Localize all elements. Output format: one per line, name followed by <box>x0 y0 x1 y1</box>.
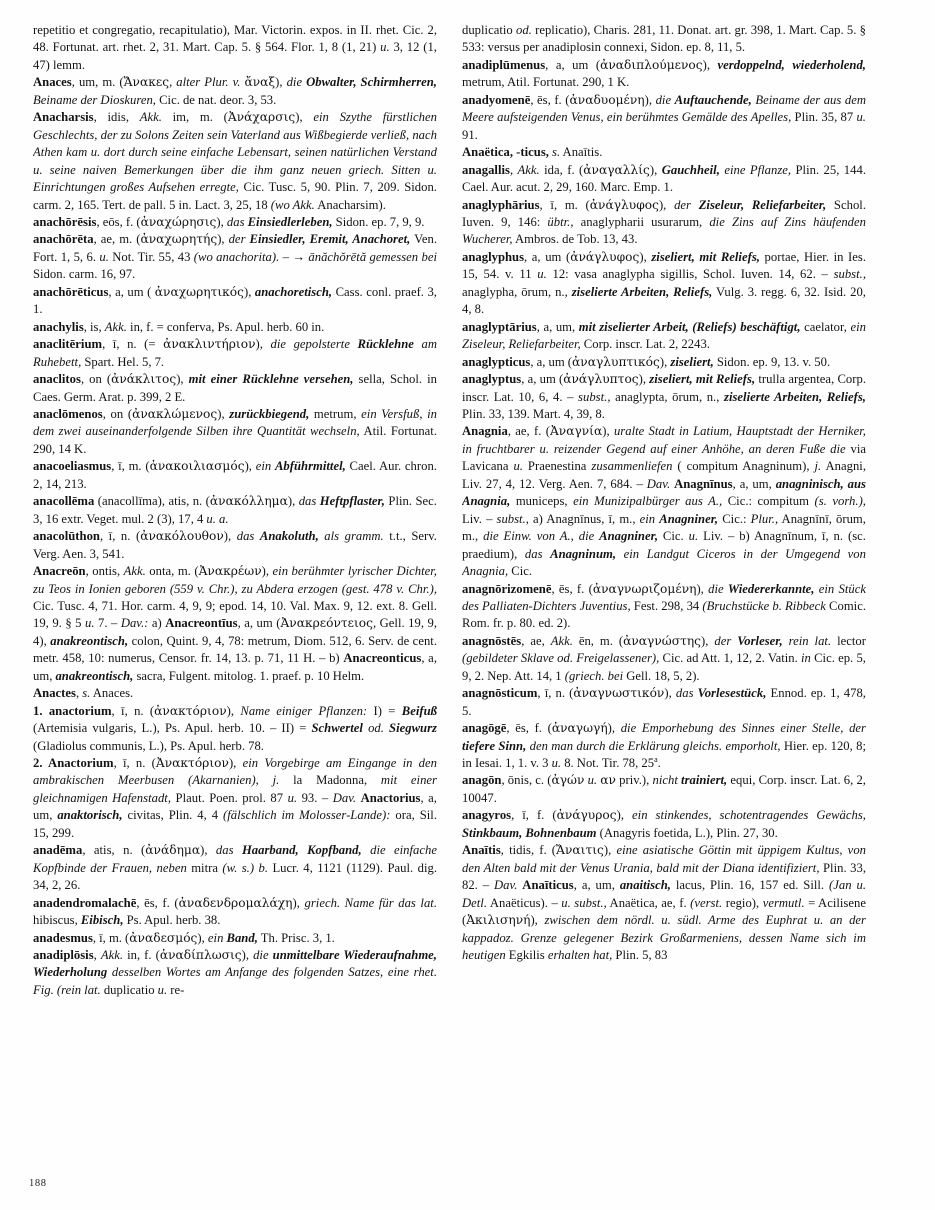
dictionary-entry: Anactes, s. Anaces. <box>33 686 134 701</box>
dictionary-entry: anagallis, Akk. ida, f. (ἀναγαλλίς), Gauchheil, eine Pflanze, Plin. 25, 144. Cael. Aur. acut. 2, 29, 160. Marc. Emp. 1. <box>462 162 866 195</box>
dictionary-entry: Anacreōn, ontis, Akk. onta, m. (Ἀνακρέων), ein berühmter lyrischer Dichter, zu Teos in Ionien geboren (559 v. Chr.), zu Abdera erzogen (gest. 478 v. Chr.), Cic. Tusc. 4, 71. Hor. carm. 4, 9, 9; epod. 14, 10. Val. Max. 9, 12. ext. 8. Gell. 19, 9. § 5 u. 7. – Dav.: a) Anacreontīus, a, um (Ἀνακρεόντειος, Gell. 19, 9, 4), anakreontisch, colon, Quint. 9, 4, 78: metrum, Diom. 512, 6. Serv. de cent. metr. 458, 10: numerus, Censor. fr. 14, 13. p. 71, 11 H. – b) Anacreonticus, a, um, anakreontisch, sacra, Fulgent. mitolog. 1. praef. p. 10 Helm. <box>33 564 437 683</box>
dictionary-entry: anachōrēticus, a, um ( ἀναχωρητικός), anachoretisch, Cass. conl. praef. 3, 1. <box>33 284 437 317</box>
dictionary-entry: anagyros, ī, f. (ἀνάγυρος), ein stinkendes, schotentragendes Gewächs, Stinkbaum, Bohnenbaum (Anagyris foetida, L.), Plin. 27, 30. <box>462 808 866 840</box>
dictionary-entry: anadesmus, ī, m. (ἀναδεσμός), ein Band, Th. Prisc. 3, 1. <box>33 930 335 945</box>
dictionary-entry: anagōn, ōnis, c. (ἀγών u. αν priv.), nicht trainiert, equi, Corp. inscr. Lat. 6, 2, 10047. <box>462 773 866 805</box>
dictionary-entry: anachōrēsis, eōs, f. (ἀναχώρησις), das Einsiedlerleben, Sidon. ep. 7, 9, 9. <box>33 214 425 229</box>
dictionary-entry: anaclitos, on (ἀνάκλιτος), mit einer Rücklehne versehen, sella, Schol. in Caes. Germ. Arat. p. 399, 2 E. <box>33 372 437 404</box>
dictionary-entry: anacoeliasmus, ī, m. (ἀνακοιλιασμός), ein Abführmittel, Cael. Aur. chron. 2, 14, 213. <box>33 459 437 491</box>
dictionary-entry: anacolūthon, ī, n. (ἀνακόλουθον), das Anakoluth, als gramm. t.t., Serv. Verg. Aen. 3, 541. <box>33 529 437 561</box>
dictionary-entry: anacollēma (anacollīma), atis, n. (ἀνακόλλημα), das Heftpflaster, Plin. Sec. 3, 16 extr. Veget. mul. 2 (3), 17, 4 u. a. <box>33 494 437 526</box>
dictionary-entry: Anaëtica, -ticus, s. Anaītis. <box>462 145 603 160</box>
dictionary-entry: Anaītis, tidis, f. (Ἄναιτις), eine asiatische Göttin mit üppigem Kultus, von den Alten bald mit der Venus Urania, bald mit der Diana identifiziert, Plin. 33, 82. – Dav. Anaīticus, a, um, anaitisch, lacus, Plin. 16, 157 ed. Sill. (Jan u. Detl. Anaëticus). – u. subst., Anaëtica, ae, f. (verst. regio), vermutl. = Acilisene (Ἀκιλισηνή), zwischen dem nördl. u. südl. Arme des Euphrat u. an der kappadoz. Grenze gelegener Bezirk Großarmeniens, dessen Name sich im heutigen Egkilis erhalten hat, Plin. 5, 83 <box>462 843 866 963</box>
page-columns <box>33 22 902 1147</box>
dictionary-entry: anadēma, atis, n. (ἀνάδημα), das Haarband, Kopfband, die einfache Kopfbinde der Frauen, neben mitra (w. s.) b. Lucr. 4, 1121 (1129). Paul. dig. 34, 2, 26. <box>33 843 437 893</box>
dictionary-entry: anadiplūmenus, a, um (ἀναδιπλούμενος), verdoppelnd, wiederholend, metrum, Atil. Fortunat. 290, 1 K. <box>462 57 866 90</box>
dictionary-entry: anagnōstēs, ae, Akk. ēn, m. (ἀναγνώστης), der Vorleser, rein lat. lector (gebildeter Sklave od. Freigelassener), Cic. ad Att. 1, 12, 2. Vatin. in Cic. ep. 5, 9, 2. Nep. Att. 14, 1 (griech. bei Gell. 18, 5, 2). <box>462 633 866 683</box>
left-text-column <box>33 22 437 1147</box>
dictionary-entry: anagnōsticum, ī, n. (ἀναγνωστικόν), das Vorlesestück, Ennod. ep. 1, 478, 5. <box>462 686 866 718</box>
entry-continuation: duplicatio od. replicatio), Charis. 281, 11. Donat. art. gr. 398, 1. Mart. Cap. 5. § 533: versus per anadiplosin connexi, Sidon. ep. 8, 11, 5. <box>462 23 866 55</box>
dictionary-entry: Anaces, um, m. (Ἄνακες, alter Plur. v. ἄναξ), die Obwalter, Schirmherren, Beiname der Dioskuren, Cic. de nat. deor. 3, 53. <box>33 75 437 107</box>
dictionary-entry: anachylis, is, Akk. in, f. = conferva, Ps. Apul. herb. 60 in. <box>33 319 325 334</box>
dictionary-entry: anaglyptus, a, um (ἀνάγλυπτος), ziseliert, mit Reliefs, trulla argentea, Corp. inscr. Lat. 10, 6, 4. – subst., anaglypta, ōrum, n., ziselierte Arbeiten, Reliefs, Plin. 33, 139. Mart. 4, 39, 8. <box>462 372 866 421</box>
dictionary-entry: anaglypticus, a, um (ἀναγλυπτικός), ziseliert, Sidon. ep. 9, 13. v. 50. <box>462 354 831 369</box>
dictionary-entry: anachōrēta, ae, m. (ἀναχωρητής), der Einsiedler, Eremit, Anachoret, Ven. Fort. 1, 5, 6. u. Not. Tir. 55, 43 (wo anachorita). – → ānăchŏrētă gemessen bei Sidon. carm. 16, 97. <box>33 232 437 282</box>
dictionary-entry: Anagnia, ae, f. (Ἀναγνία), uralte Stadt in Latium, Hauptstadt der Herniker, in fruchtbarer u. reizender Gegend auf einer Anhöhe, an deren Fuße die via Lavicana u. Praenestina zusammenliefen ( compitum Anagninum), j. Anagni, Liv. 27, 4, 12. Verg. Aen. 7, 684. – Dav. Anagnīnus, a, um, anagninisch, aus Anagnia, municeps, ein Munizipalbürger aus A., Cic.: compitum (s. vorh.), Liv. – subst., a) Anagnīnus, ī, m., ein Anagniner, Cic.: Plur., Anagnīnī, ōrum, m., die Einw. von A., die Anagniner, Cic. u. Liv. – b) Anagnīnum, ī, n. (sc. praedium), das Anagninum, ein Landgut Ciceros in der Umgegend von Anagnia, Cic. <box>462 424 866 579</box>
dictionary-entry: 1. anactorium, ī, n. (ἀνακτόριον), Name einiger Pflanzen: I) = Beifuß (Artemisia vulgaris, L.), Ps. Apul. herb. 10. – II) = Schwertel od. Siegwurz (Gladiolus communis, L.), Ps. Apul. herb. 78. <box>33 703 437 753</box>
right-text-column <box>462 22 866 1147</box>
dictionary-entry: anaclōmenos, on (ἀνακλώμενος), zurückbiegend, metrum, ein Versfuß, in dem zwei auseinanderfolgende Silben ihre Quantität wechseln, Atil. Fortunat. 290, 14 K. <box>33 406 437 456</box>
dictionary-entry: 2. Anactorium, ī, n. (Ἀνακτόριον), ein Vorgebirge am Eingange in den ambrakischen Meerbusen (Akarnanien), j. la Madonna, mit einer gleichnamigen Hafenstadt, Plaut. Poen. prol. 87 u. 93. – Dav. Anactorius, a, um, anaktorisch, civitas, Plin. 4, 4 (fälschlich im Molosser-Lande): ora, Sil. 15, 299. <box>33 756 437 840</box>
dictionary-entry: anadyomenē, ēs, f. (ἀναδυομένη), die Auftauchende, Beiname der aus dem Meere aufsteigenden Venus, ein berühmtes Gemälde des Apelles, Plin. 35, 87 u. 91. <box>462 92 866 142</box>
dictionary-entry: anagōgē, ēs, f. (ἀναγωγή), die Emporhebung des Sinnes einer Stelle, der tiefere Sinn, den man durch die Erklärung gleichs. emporholt, Hier. ep. 120, 8; in Iesai. 1, 1. v. 3 u. 8. Not. Tir. 78, 25$^a$. <box>462 721 866 771</box>
page-number: 188 <box>29 1178 47 1189</box>
dictionary-entry: anaglyphus, a, um (ἀνάγλυφος), ziseliert, mit Reliefs, portae, Hier. in Ies. 15, 54. v. 11 u. 12: vasa anaglypha sigillis, Schol. Iuven. 14, 62. – subst., anaglypha, ōrum, n., ziselierte Arbeiten, Reliefs, Vulg. 3. regg. 6, 32. Isid. 20, 4, 8. <box>462 249 866 317</box>
dictionary-entry: anagnōrizomenē, ēs, f. (ἀναγνωριζομένη), die Wiedererkannte, ein Stück des Palliaten-Dichters Juventius, Fest. 298, 34 (Bruchstücke b. Ribbeck Comic. Rom. fr. p. 80. ed. 2). <box>462 581 866 631</box>
dictionary-entry: Anacharsis, idis, Akk. im, m. (Ἀνάχαρσις), ein Szythe fürstlichen Geschlechts, der zu Solons Zeiten sein Vaterland aus Wißbegierde verließ, nach Athen kam u. dort durch seine einfache Lebensart, seinen natürlichen Verstand u. seine naiven Bemerkungen über die ihm ganz neuen griech. Sitten u. Einrichtungen großes Aufsehen erregte, Cic. Tusc. 5, 90. Plin. 7, 209. Sidon. carm. 2, 165. Tert. de pall. 5 in. Lact. 3, 25, 18 (wo Akk. Anacharsim). <box>33 110 437 212</box>
entry-continuation: repetitio et congregatio, recapitulatio), Mar. Victorin. expos. in II. rhet. Cic. 2, 48. Fortunat. art. rhet. 2, 31. Mart. Cap. 5. § 564. Flor. 1, 8 (1, 21) u. 3, 12 (1, 47) lemm. <box>33 23 437 72</box>
dictionary-entry: anadiplōsis, Akk. in, f. (ἀναδίπλωσις), die unmittelbare Wiederaufnahme, Wiederholung desselben Wortes am Anfange des folgenden Satzes, eine rhet. Fig. (rein lat. duplicatio u. re- <box>33 948 437 997</box>
dictionary-entry: anadendromalachē, ēs, f. (ἀναδενδρομαλάχη), griech. Name für das lat. hibiscus, Eibisch, Ps. Apul. herb. 38. <box>33 895 437 928</box>
dictionary-entry: anaclitērium, ī, n. (= ἀνακλιντήριον), die gepolsterte Rücklehne am Ruhebett, Spart. Hel. 5, 7. <box>33 337 437 369</box>
dictionary-entry: anaglyptārius, a, um, mit ziselierter Arbeit, (Reliefs) beschäftigt, caelator, ein Ziseleur, Reliefarbeiter, Corp. inscr. Lat. 2, 2243. <box>462 319 866 352</box>
dictionary-entry: anaglyphārius, ī, m. (ἀνάγλυφος), der Ziseleur, Reliefarbeiter, Schol. Iuven. 9, 146: übtr., anaglypharii usurarum, die Zins auf Zins häufenden Wucherer, Ambros. de Tob. 13, 43. <box>462 197 866 247</box>
